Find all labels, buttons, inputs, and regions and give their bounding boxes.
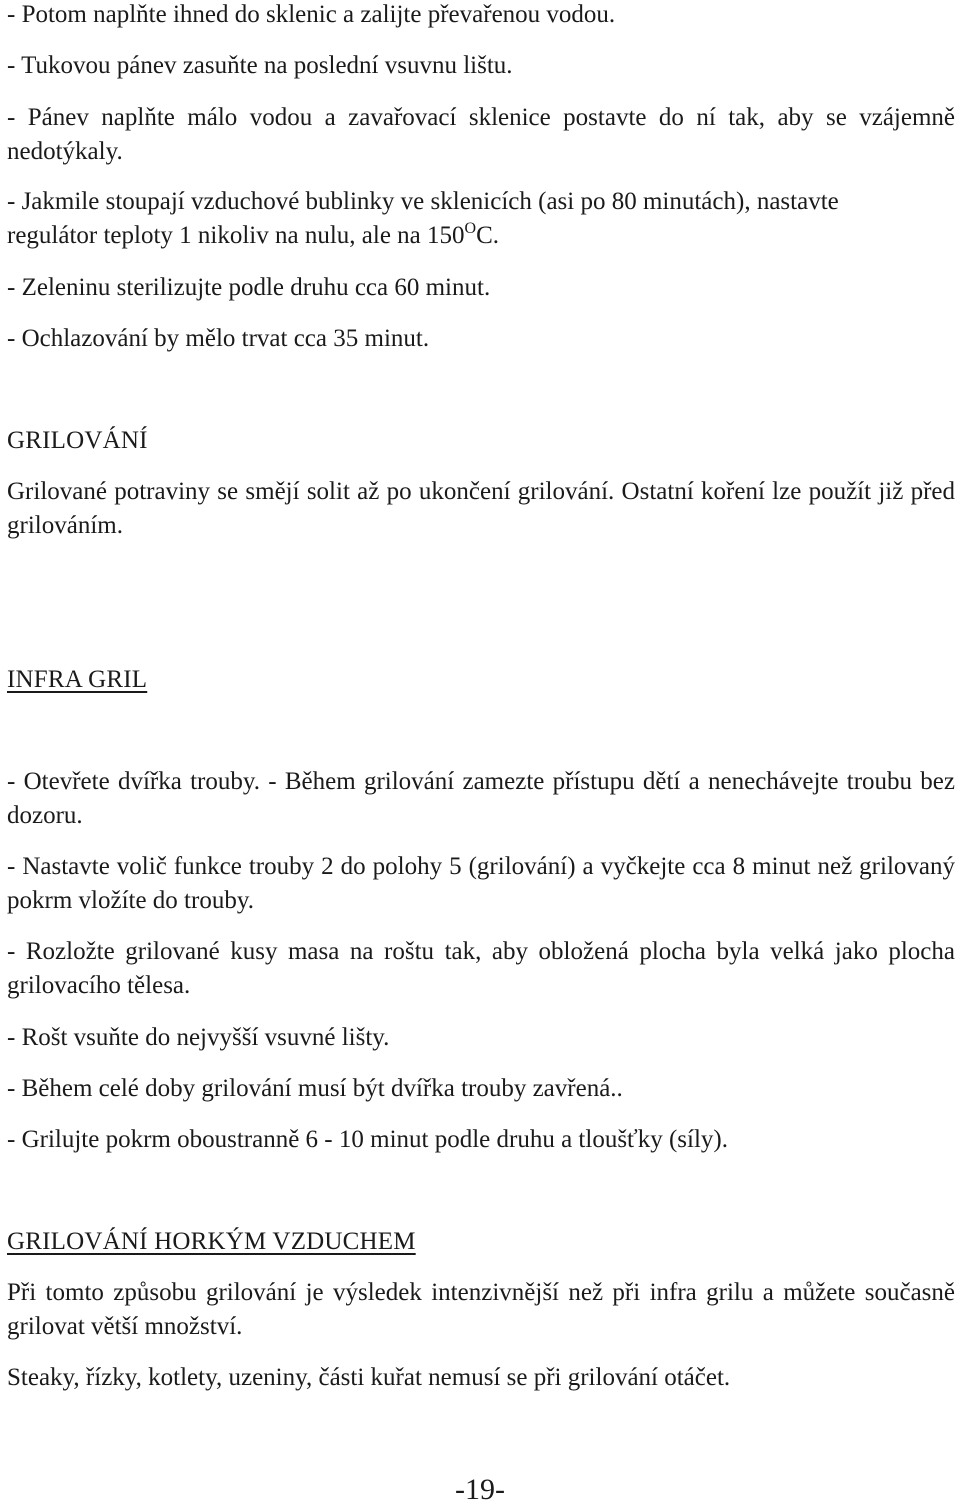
- bubbles-line-1: - Jakmile stoupají vzduchové bublinky ve sklenicích (asi po 80 minutách), nastavte: [7, 188, 839, 215]
- bubbles-line-2b: C.: [476, 222, 500, 249]
- hot-air-paragraph-1: Při tomto způsobu grilování je výsledek intenzivnější než při infra grilu a můžete současně grilovat větší množství.: [7, 1279, 955, 1340]
- canning-item-pan-slot: - Tukovou pánev zasuňte na poslední vsuvnu lištu.: [7, 52, 513, 79]
- canning-item-vegetables: - Zeleninu sterilizujte podle druhu cca 60 minut.: [7, 274, 491, 301]
- degree-symbol: O: [464, 220, 477, 237]
- grilling-heading: GRILOVÁNÍ: [7, 427, 148, 454]
- infra-item-arrange-meat: - Rozložte grilované kusy masa na roštu tak, aby obložená plocha byla velká jako plocha grilovacího tělesa.: [7, 938, 955, 999]
- infra-item-open-door: - Otevřete dvířka trouby. - Během grilování zamezte přístupu dětí a nenechávejte troubu bez dozoru.: [7, 768, 955, 829]
- hot-air-grill-title: GRILOVÁNÍ HORKÝM VZDUCHEM: [7, 1228, 416, 1255]
- grilling-paragraph: Grilované potraviny se smějí solit až po ukončení grilování. Ostatní koření lze použít již před grilováním.: [7, 478, 955, 539]
- infra-item-grill-time: - Grilujte pokrm oboustranně 6 - 10 minut podle druhu a tloušťky (síly).: [7, 1126, 728, 1153]
- canning-item-bubbles: [7, 185, 955, 253]
- infra-item-selector: - Nastavte volič funkce trouby 2 do polohy 5 (grilování) a vyčkejte cca 8 minut než grilovaný pokrm vložíte do trouby.: [7, 853, 955, 914]
- canning-item-cooling: - Ochlazování by mělo trvat cca 35 minut.: [7, 325, 430, 352]
- page-number: -19-: [455, 1473, 505, 1506]
- infra-item-door-closed: - Během celé doby grilování musí být dvířka trouby zavřená..: [7, 1075, 623, 1102]
- infra-grill-heading: [7, 663, 955, 697]
- infra-grill-title: INFRA GRIL: [7, 666, 148, 693]
- canning-item-fill-jars: - Potom naplňte ihned do sklenic a zalijte převařenou vodou.: [7, 1, 616, 28]
- hot-air-paragraph-2: Steaky, řízky, kotlety, uzeniny, části kuřat nemusí se při grilování otáčet.: [7, 1364, 731, 1391]
- canning-item-pan-water: - Pánev naplňte málo vodou a zavařovací sklenice postavte do ní tak, aby se vzájemně nedotýkaly.: [7, 104, 955, 165]
- hot-air-grill-heading: [7, 1225, 955, 1259]
- bubbles-line-2a: regulátor teploty 1 nikoliv na nulu, ale na 150: [7, 222, 465, 249]
- infra-item-rack: - Rošt vsuňte do nejvyšší vsuvné lišty.: [7, 1024, 390, 1051]
